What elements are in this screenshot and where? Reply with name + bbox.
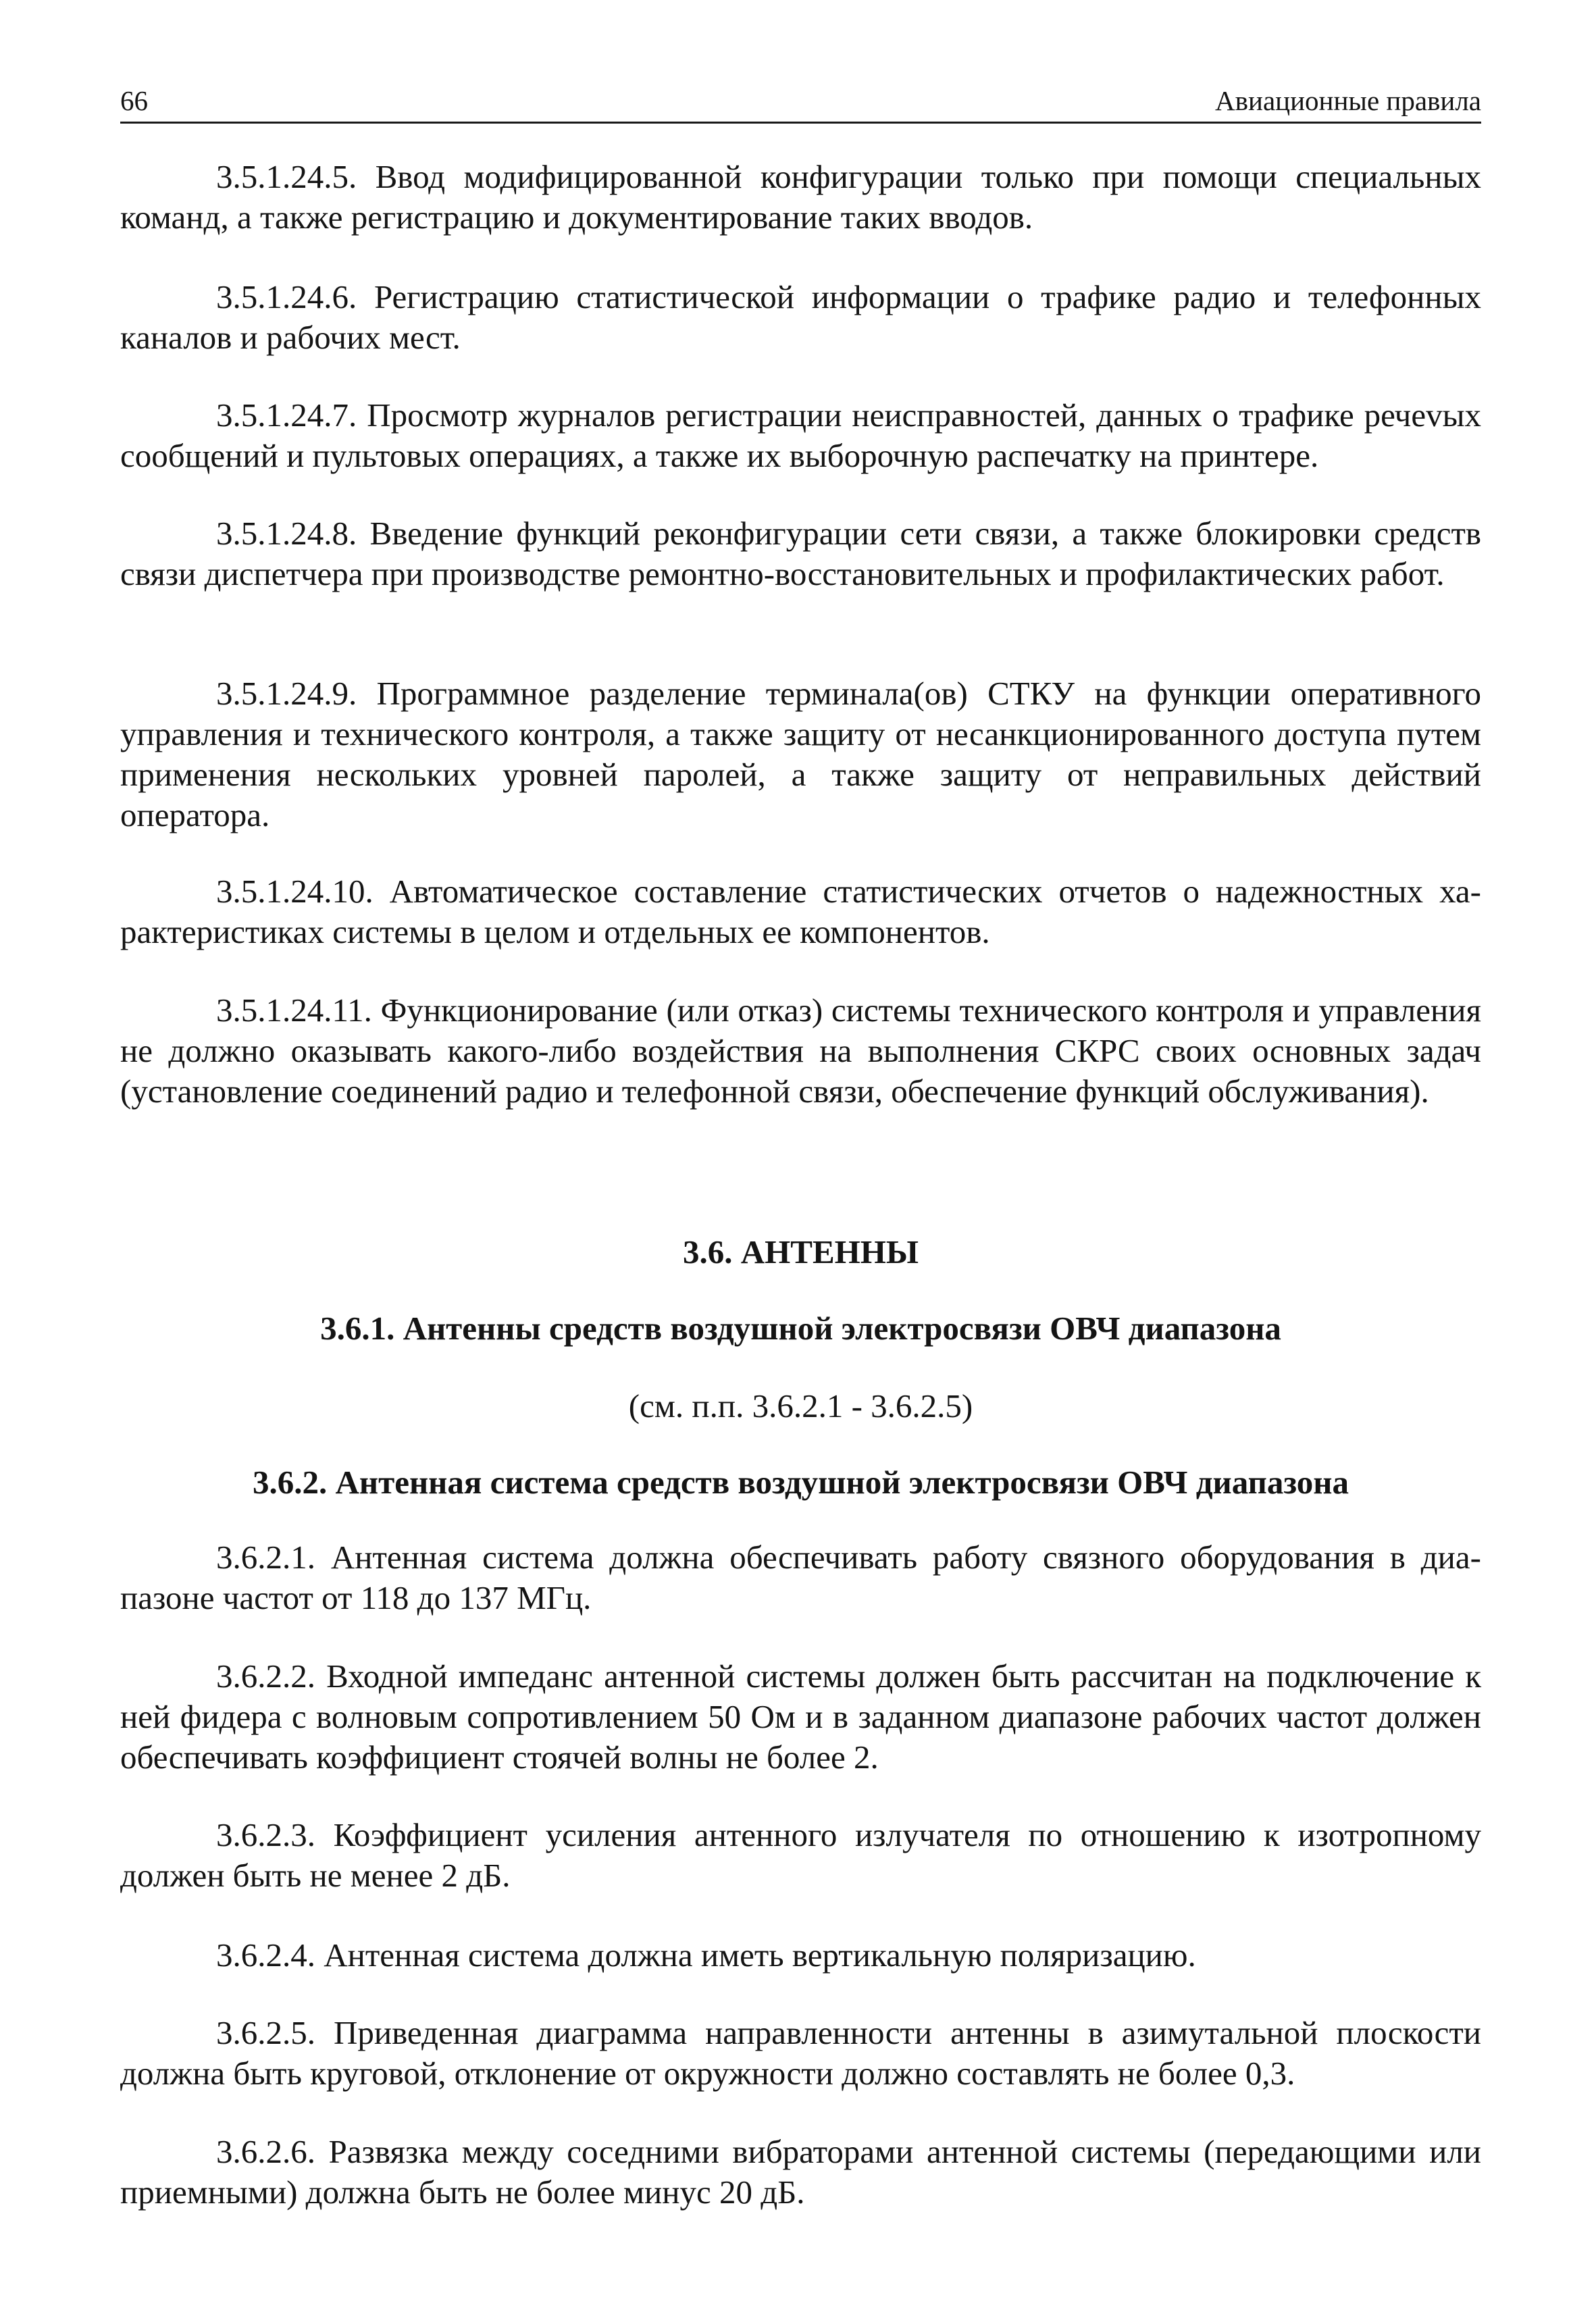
page-header — [120, 80, 1481, 124]
paragraph-3-6-2-1: 3.6.2.1. Антенная система должна обеспечивать работу связного оборудования в диапазоне частот от 118 до 137 МГц. — [120, 1539, 1481, 1616]
paragraph-3-5-1-24-6: 3.5.1.24.6. Регистрацию статистической информации о трафике радио и телефонных каналов и рабочих мест. — [120, 278, 1481, 356]
paragraph-3-6-2-2: 3.6.2.2. Входной импеданс антенной системы должен быть рассчитан на подключение к ней фидера с волновым сопротивлением 50 Ом и в заданном диапазоне рабочих частот должен обеспечивать коэффициент стоячей волны не более 2. — [120, 1657, 1481, 1776]
paragraph-3-5-1-24-11: 3.5.1.24.11. Функционирование (или отказ) системы технического контроля и управления не должно оказывать какого-либо воздействия на выполнения СКРС своих основных задач (установление соединений радио и телефонной связи, обеспечение функций обслуживания). — [120, 992, 1481, 1110]
paragraph-3-5-1-24-8: 3.5.1.24.8. Введение функций реконфигурации сети связи, а также блокировки средств связи диспетчера при производстве ремонтно-восстановительных и профилактических работ. — [120, 515, 1481, 592]
paragraph-3-5-1-24-10: 3.5.1.24.10. Автоматическое составление статистических отчетов о надежностных характеристиках системы в целом и отдельных ее компонентов. — [120, 873, 1481, 950]
page-number: 66 — [120, 85, 148, 116]
paragraph-3-6-2-4: 3.6.2.4. Антенная система должна иметь вертикальную поляризацию. — [216, 1936, 1196, 1974]
paragraph-3-6-2-5: 3.6.2.5. Приведенная диаграмма направленности антенны в азимутальной плоскости должна быть круговой, отклонение от окружности должно составлять не более 0,3. — [120, 2014, 1481, 2092]
paragraph-3-6-2-3: 3.6.2.3. Коэффициент усиления антенного излучателя по отношению к изотропному должен быть не менее 2 дБ. — [120, 1816, 1481, 1894]
subsection-3-6-1-title: 3.6.1. Антенны средств воздушной электросвязи ОВЧ диапазона — [320, 1310, 1281, 1347]
running-title: Авиационные правила — [1215, 85, 1481, 116]
section-title: 3.6. АНТЕННЫ — [683, 1233, 919, 1270]
paragraph-3-5-1-24-9: 3.5.1.24.9. Программное разделение терминала(ов) СТКУ на функции оперативного управления и технического контроля, а также защиту от несанкционированного доступа путем применения нескольких уровней паролей, а также защиту от неправильных действий оператора. — [120, 675, 1481, 833]
paragraph-3-6-2-6: 3.6.2.6. Развязка между соседними вибраторами антенной системы (передающими или приемными) должна быть не более минус 20 дБ. — [120, 2133, 1481, 2211]
paragraph-3-5-1-24-5: 3.5.1.24.5. Ввод модифицированной конфигурации только при помощи специальных команд, а также регистрацию и документирование таких вводов. — [120, 158, 1481, 236]
paragraph-3-5-1-24-7: 3.5.1.24.7. Просмотр журналов регистрации неисправностей, данных о трафике речеvых сообщений и пультовых операциях, а также их выборочную распечатку на принтере. — [120, 396, 1481, 474]
subsection-3-6-2-title: 3.6.2. Антенная система средств воздушной электросвязи ОВЧ диапазона — [253, 1464, 1349, 1501]
subsection-3-6-1-reference: (см. п.п. 3.6.2.1 - 3.6.2.5) — [628, 1387, 973, 1424]
